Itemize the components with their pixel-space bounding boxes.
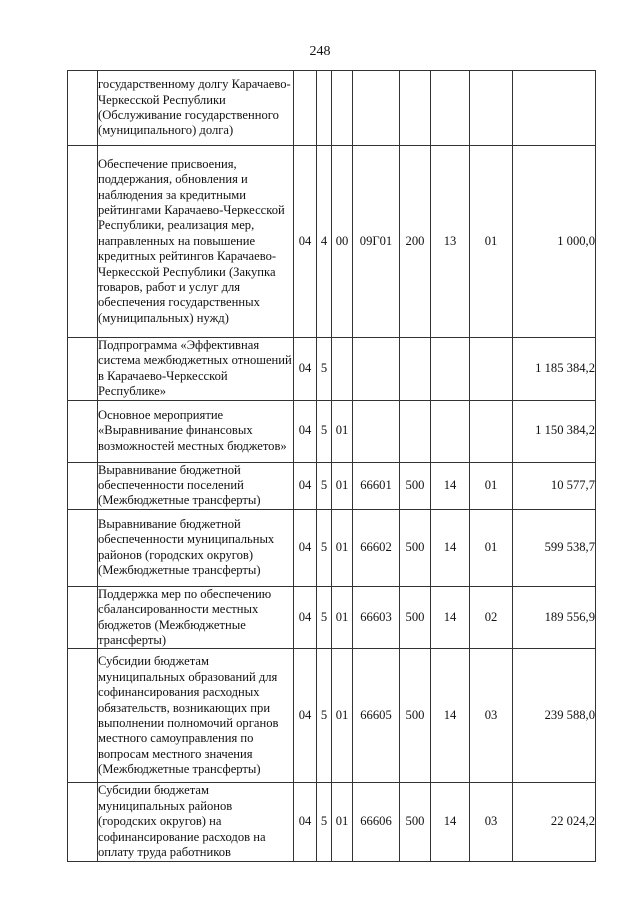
subprogram-code-cell: 5 xyxy=(317,586,332,649)
row-number-cell xyxy=(68,146,98,338)
section-cell: 14 xyxy=(431,783,470,861)
table-row xyxy=(68,509,596,586)
direction-code-cell xyxy=(353,338,400,401)
item-name-cell: Выравнивание бюджетной обеспеченности поселений (Межбюджетные трансферты) xyxy=(98,462,294,509)
subprogram-code-cell: 4 xyxy=(317,146,332,338)
item-name-cell: Выравнивание бюджетной обеспеченности муниципальных районов (городских округов) (Межбюджетные трансферты) xyxy=(98,509,294,586)
activity-code-cell: 01 xyxy=(332,783,353,861)
program-code-cell: 04 xyxy=(294,783,317,861)
direction-code-cell: 09Г01 xyxy=(353,146,400,338)
activity-code-cell: 01 xyxy=(332,509,353,586)
direction-code-cell: 66601 xyxy=(353,462,400,509)
subsection-cell: 02 xyxy=(470,586,513,649)
activity-code-cell: 00 xyxy=(332,146,353,338)
program-code-cell: 04 xyxy=(294,586,317,649)
subsection-cell xyxy=(470,71,513,146)
amount-cell: 1 000,0 xyxy=(513,146,596,338)
program-code-cell: 04 xyxy=(294,400,317,462)
table-row xyxy=(68,462,596,509)
expense-type-cell xyxy=(400,338,431,401)
section-cell: 14 xyxy=(431,649,470,783)
amount-cell: 599 538,7 xyxy=(513,509,596,586)
item-name-cell: Субсидии бюджетам муниципальных образований для софинансирования расходных обязательств, возникающих при выполнении полномочий органов местного самоуправления по вопросам местного значения (Межбюджетные трансферты) xyxy=(98,649,294,783)
page-number: 248 xyxy=(309,44,331,59)
direction-code-cell xyxy=(353,71,400,146)
direction-code-cell: 66606 xyxy=(353,783,400,861)
row-number-cell xyxy=(68,509,98,586)
row-number-cell xyxy=(68,338,98,401)
section-cell xyxy=(431,338,470,401)
subsection-cell: 01 xyxy=(470,462,513,509)
item-name-cell: Подпрограмма «Эффективная система межбюджетных отношений в Карачаево-Черкесской Республике» xyxy=(98,338,292,399)
expense-type-cell: 500 xyxy=(400,783,431,861)
program-code-cell: 04 xyxy=(294,649,317,783)
direction-code-cell xyxy=(353,400,400,462)
activity-code-cell xyxy=(332,71,353,146)
row-number-cell xyxy=(68,71,98,146)
table-row xyxy=(68,586,596,649)
item-name-cell: Основное мероприятие «Выравнивание финансовых возможностей местных бюджетов» xyxy=(98,400,294,462)
activity-code-cell xyxy=(332,338,353,401)
subprogram-code-cell xyxy=(317,71,332,146)
row-number-cell xyxy=(68,462,98,509)
activity-code-cell: 01 xyxy=(332,586,353,649)
subprogram-code-cell: 5 xyxy=(317,338,332,401)
table-row xyxy=(68,146,596,338)
subsection-cell xyxy=(470,400,513,462)
direction-code-cell: 66602 xyxy=(353,509,400,586)
subprogram-code-cell: 5 xyxy=(317,400,332,462)
subprogram-code-cell: 5 xyxy=(317,783,332,861)
amount-cell xyxy=(513,71,596,146)
table-row xyxy=(68,783,596,861)
subprogram-code-cell: 5 xyxy=(317,649,332,783)
activity-code-cell: 01 xyxy=(332,649,353,783)
table-row xyxy=(68,400,596,462)
program-code-cell: 04 xyxy=(294,509,317,586)
row-number-cell xyxy=(68,586,98,649)
table-row xyxy=(68,649,596,783)
row-number-cell xyxy=(68,783,98,861)
program-code-cell: 04 xyxy=(294,146,317,338)
expense-type-cell xyxy=(400,71,431,146)
section-cell: 14 xyxy=(431,462,470,509)
section-cell: 13 xyxy=(431,146,470,338)
table-row xyxy=(68,338,596,401)
amount-cell: 1 185 384,2 xyxy=(513,338,596,401)
subsection-cell: 03 xyxy=(470,649,513,783)
row-number-cell xyxy=(68,400,98,462)
subsection-cell: 01 xyxy=(470,146,513,338)
program-code-cell: 04 xyxy=(294,338,317,401)
activity-code-cell: 01 xyxy=(332,462,353,509)
activity-code-cell: 01 xyxy=(332,400,353,462)
item-name-cell: Обеспечение присвоения, поддержания, обновления и наблюдения за кредитными рейтингами Карачаево-Черкесской Республики, реализация мер, направленных на повышение кредитных рейтингов Карачаево-Черкесской Республики (Закупка товаров, работ и услуг для обеспечения государственных (муниципальных) нужд) xyxy=(98,146,294,338)
subprogram-code-cell: 5 xyxy=(317,509,332,586)
program-code-cell: 04 xyxy=(294,462,317,509)
amount-cell: 10 577,7 xyxy=(513,462,596,509)
subsection-cell: 01 xyxy=(470,509,513,586)
budget-table xyxy=(67,70,596,862)
section-cell xyxy=(431,71,470,146)
amount-cell: 1 150 384,2 xyxy=(513,400,596,462)
row-number-cell xyxy=(68,649,98,783)
section-cell: 14 xyxy=(431,509,470,586)
amount-cell: 239 588,0 xyxy=(513,649,596,783)
table-row xyxy=(68,71,596,146)
direction-code-cell: 66603 xyxy=(353,586,400,649)
amount-cell: 189 556,9 xyxy=(513,586,596,649)
item-name-cell: Субсидии бюджетам муниципальных районов (городских округов) на софинансирование расходов на оплату труда работников xyxy=(98,783,294,861)
subprogram-code-cell: 5 xyxy=(317,462,332,509)
direction-code-cell: 66605 xyxy=(353,649,400,783)
amount-cell: 22 024,2 xyxy=(513,783,596,861)
section-cell xyxy=(431,400,470,462)
item-name-cell: государственному долгу Карачаево-Черкесской Республики (Обслуживание государственного (муниципального) долга) xyxy=(98,71,294,146)
expense-type-cell: 500 xyxy=(400,509,431,586)
subsection-cell: 03 xyxy=(470,783,513,861)
section-cell: 14 xyxy=(431,586,470,649)
program-code-cell xyxy=(294,71,317,146)
expense-type-cell: 200 xyxy=(400,146,431,338)
expense-type-cell: 500 xyxy=(400,462,431,509)
item-name-cell: Поддержка мер по обеспечению сбалансированности местных бюджетов (Межбюджетные трансферты) xyxy=(98,586,294,649)
expense-type-cell: 500 xyxy=(400,586,431,649)
expense-type-cell: 500 xyxy=(400,649,431,783)
expense-type-cell xyxy=(400,400,431,462)
subsection-cell xyxy=(470,338,513,401)
